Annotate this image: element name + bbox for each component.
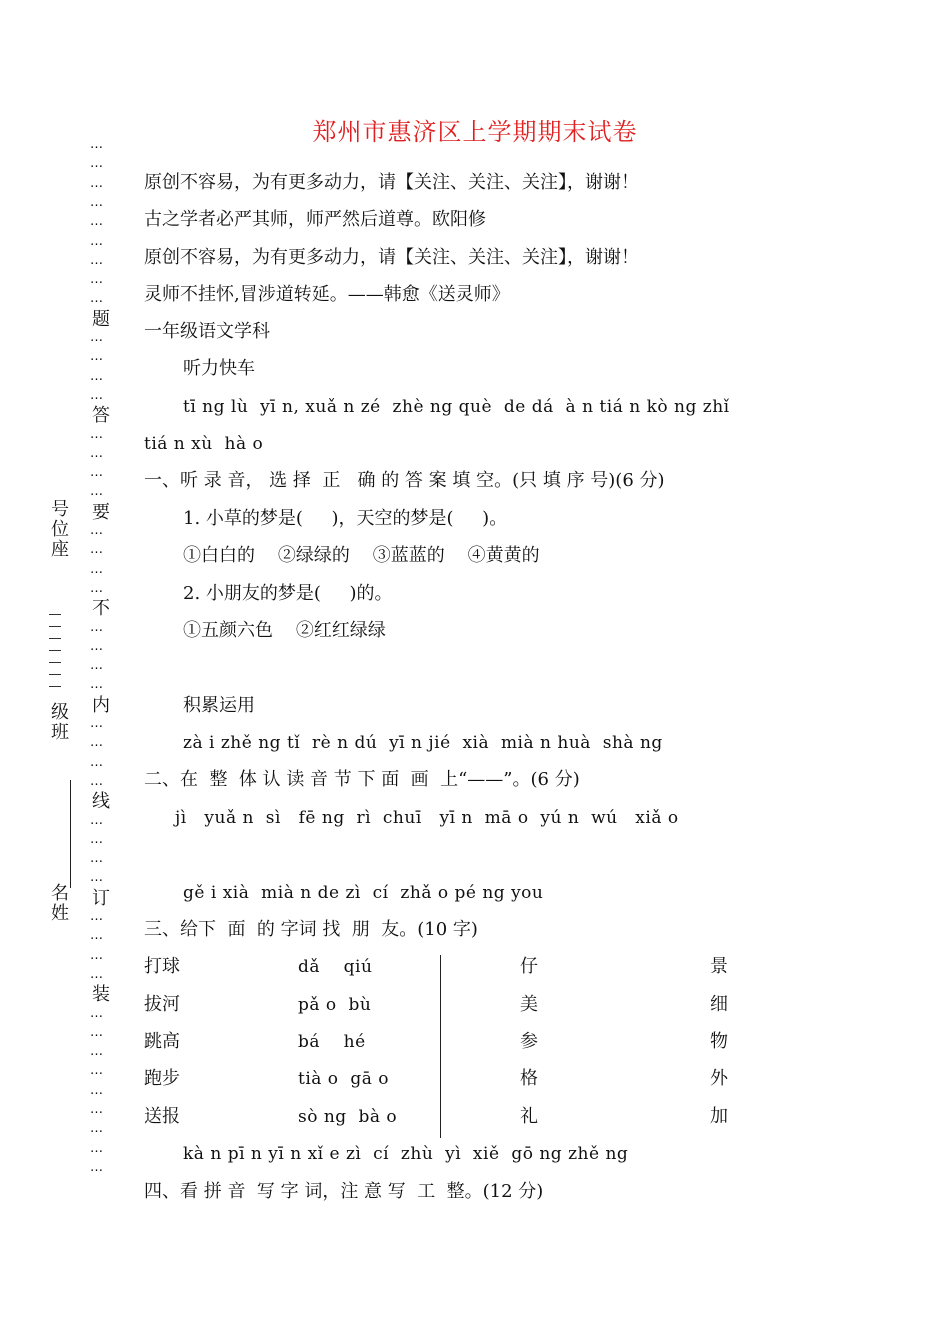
intro-line-3: 原创不容易，为有更多动力，请【关注、关注、关注】，谢谢！ — [144, 247, 639, 268]
seal-dots: … — [90, 658, 102, 673]
seal-dots: … — [90, 1141, 102, 1156]
seal-dots: … — [90, 813, 102, 828]
seal-dots: … — [90, 562, 102, 577]
match-mid-char: 格 — [520, 1068, 538, 1089]
seal-dots: … — [90, 1160, 102, 1175]
seal-dots: … — [90, 1025, 102, 1040]
seal-dots: … — [90, 446, 102, 461]
pinyin-line: zà i zhě ng tǐ rè n dú yī n jié xià mià n huà shà ng — [183, 733, 663, 753]
page-title: 郑州市惠济区上学期期末试卷 — [312, 118, 638, 146]
seal-dots: … — [90, 909, 102, 924]
match-word: 拔河 — [144, 994, 180, 1015]
question-1-1-options: ①白白的 ②绿绿的 ③蓝蓝的 ④黄黄的 — [183, 545, 540, 566]
seal-dots: … — [90, 774, 102, 789]
name-underline — [70, 780, 71, 888]
seat-number-label: 号 位 座 — [51, 499, 69, 560]
seal-dots: … — [90, 948, 102, 963]
match-word: 送报 — [144, 1106, 180, 1127]
seal-char: 线 — [92, 791, 110, 812]
seal-dots: … — [90, 272, 102, 287]
seal-char: 装 — [92, 984, 110, 1005]
seal-dots: … — [90, 349, 102, 364]
match-right-char: 景 — [710, 956, 728, 977]
seal-dots: … — [90, 156, 102, 171]
seal-dots: … — [90, 581, 102, 596]
match-right-char: 加 — [710, 1106, 728, 1127]
section-header-listening: 听力快车 — [183, 358, 255, 379]
seal-dots: … — [90, 253, 102, 268]
pinyin-line: tiá n xù hà o — [144, 434, 264, 454]
intro-line-4: 灵师不挂怀,冒涉道转延。——韩愈《送灵师》 — [144, 284, 510, 305]
question-1-2-options: ①五颜六色 ②红红绿绿 — [183, 620, 386, 641]
question-1-2: 2. 小朋友的梦是( )的。 — [183, 583, 393, 604]
seal-dots: … — [90, 716, 102, 731]
subject-line: 一年级语文学科 — [144, 321, 270, 342]
seal-dots: … — [90, 755, 102, 770]
match-pinyin: pǎ o bù — [298, 995, 372, 1015]
seal-dots: … — [90, 967, 102, 982]
seal-dots: … — [90, 851, 102, 866]
seal-dots: … — [90, 870, 102, 885]
class-label: 级 班 — [51, 702, 69, 743]
match-mid-char: 仔 — [520, 956, 538, 977]
intro-line-1: 原创不容易，为有更多动力，请【关注、关注、关注】，谢谢！ — [144, 172, 639, 193]
question-3-title: 三、给下 面 的 字词 找 朋 友。(10 字) — [144, 919, 478, 940]
question-4-title: 四、看 拼 音 写 字 词，注 意 写 工 整。(12 分) — [144, 1181, 544, 1202]
seal-dots: … — [90, 137, 102, 152]
question-1-title: 一、听 录 音， 选 择 正 确 的 答 案 填 空。(只 填 序 号)(6 分) — [144, 470, 665, 491]
seal-dots: … — [90, 291, 102, 306]
question-2-syllables: jì yuǎ n sì fē ng rì chuī yī n mā o yú n wú xiǎ o — [175, 808, 679, 828]
seal-char: 答 — [92, 405, 110, 426]
seal-dots: … — [90, 214, 102, 229]
question-1-1: 1. 小草的梦是( )，天空的梦是( )。 — [183, 508, 508, 529]
seal-dots: … — [90, 465, 102, 480]
seal-dots: … — [90, 523, 102, 538]
match-pinyin: tià o gā o — [298, 1069, 390, 1089]
name-label: 名 姓 — [51, 883, 69, 924]
seal-dots: … — [90, 195, 102, 210]
section-header-accumulation: 积累运用 — [183, 695, 255, 716]
seal-dots: … — [90, 330, 102, 345]
seal-dots: … — [90, 542, 102, 557]
seal-dots: … — [90, 1044, 102, 1059]
match-word: 跳高 — [144, 1031, 180, 1052]
seal-dots: … — [90, 234, 102, 249]
seal-char: 要 — [92, 502, 110, 523]
match-word: 打球 — [144, 956, 180, 977]
question-2-title: 二、在 整 体 认 读 音 节 下 面 画 上“——”。(6 分) — [144, 769, 580, 790]
seal-char: 订 — [92, 888, 110, 909]
seal-char: 题 — [92, 309, 110, 330]
match-mid-char: 美 — [520, 994, 538, 1015]
match-right-char: 细 — [710, 994, 728, 1015]
seal-dots: … — [90, 639, 102, 654]
seal-dots: … — [90, 735, 102, 750]
seal-dots: … — [90, 176, 102, 191]
seal-dots: … — [90, 620, 102, 635]
match-word: 跑步 — [144, 1068, 180, 1089]
pinyin-line: kà n pī n yī n xǐ e zì cí zhù yì xiě gō ng zhě ng — [183, 1144, 629, 1164]
seal-char: 不 — [92, 598, 110, 619]
seal-dots: … — [90, 1121, 102, 1136]
seal-dots: … — [90, 1083, 102, 1098]
match-pinyin: dǎ qiú — [298, 957, 373, 977]
matching-divider — [440, 955, 441, 1138]
seal-dots: … — [90, 484, 102, 499]
match-mid-char: 礼 — [520, 1106, 538, 1127]
seal-dots: … — [90, 369, 102, 384]
match-pinyin: sò ng bà o — [298, 1107, 398, 1127]
match-right-char: 外 — [710, 1068, 728, 1089]
seal-dots: … — [90, 832, 102, 847]
match-pinyin: bá hé — [298, 1032, 366, 1052]
seal-dots: … — [90, 1102, 102, 1117]
seal-dots: … — [90, 1063, 102, 1078]
seal-dots: … — [90, 427, 102, 442]
pinyin-line: gě i xià mià n de zì cí zhǎ o pé ng you — [183, 883, 544, 903]
seal-dots: … — [90, 388, 102, 403]
seal-char: 内 — [92, 695, 110, 716]
seal-dots: … — [90, 677, 102, 692]
match-mid-char: 参 — [520, 1031, 538, 1052]
intro-line-2: 古之学者必严其师，师严然后道尊。欧阳修 — [144, 209, 486, 230]
seal-dots: … — [90, 1006, 102, 1021]
pinyin-line: tī ng lù yī n, xuǎ n zé zhè ng què de dá à n tiá n kò ng zhǐ — [183, 397, 730, 417]
seal-dots: … — [90, 928, 102, 943]
match-right-char: 物 — [710, 1031, 728, 1052]
